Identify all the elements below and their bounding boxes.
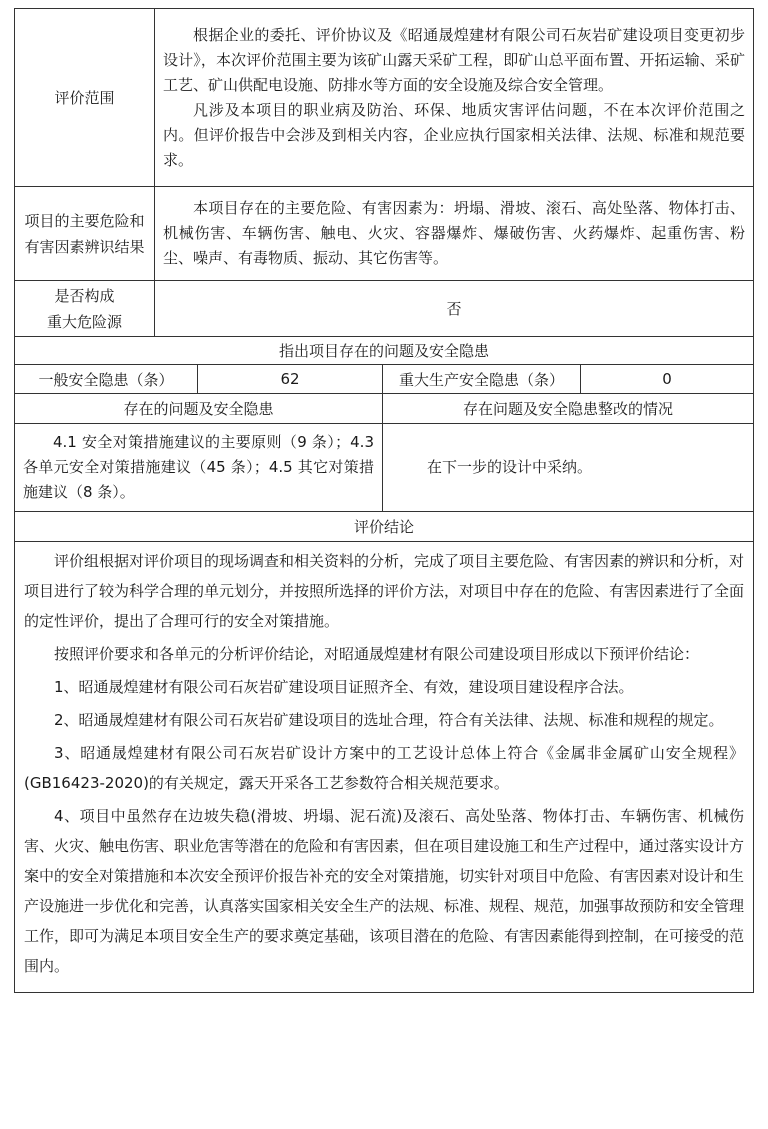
rectify-cell bbox=[383, 424, 754, 512]
conclusion-paragraph-4: 2、昭通晟煌建材有限公司石灰岩矿建设项目的选址合理，符合有关法律、法规、标准和规程的规定。 bbox=[54, 711, 724, 729]
scope-paragraph-1: 根据企业的委托、评价协议及《昭通晟煌建材有限公司石灰岩矿建设项目变更初步设计》，本次评价范围主要为该矿山露天采矿工程，即矿山总平面布置、开拓运输、采矿工艺、矿山供配电设施、防排水等方面的安全设施及综合安全管理。 bbox=[163, 25, 746, 94]
conclusion-paragraph-3: 1、昭通晟煌建材有限公司石灰岩矿建设项目证照齐全、有效，建设项目建设程序合法。 bbox=[54, 678, 634, 696]
conclusion-heading: 评价结论 bbox=[15, 512, 754, 542]
hazards-content bbox=[155, 187, 754, 281]
conclusion-paragraph-2: 按照评价要求和各单元的分析评价结论，对昭通晟煌建材有限公司建设项目形成以下预评价结论： bbox=[54, 645, 700, 663]
major-hazard-row bbox=[15, 281, 754, 337]
issues-columns-row bbox=[15, 394, 754, 424]
hazards-text: 本项目存在的主要危险、有害因素为：坍塌、滑坡、滚石、高处坠落、物体打击、机械伤害、车辆伤害、触电、火灾、容器爆炸、爆破伤害、火药爆炸、起重伤害、粉尘、噪声、有毒物质、振动、其它伤害等。 bbox=[163, 199, 746, 267]
problems-column-header: 存在的问题及安全隐患 bbox=[15, 394, 383, 424]
hazards-row bbox=[15, 187, 754, 281]
major-hazard-label-line2: 重大危险源 bbox=[46, 312, 122, 331]
issues-count-row bbox=[15, 365, 754, 394]
conclusion-content bbox=[15, 542, 754, 993]
scope-row bbox=[15, 9, 754, 187]
issues-heading: 指出项目存在的问题及安全隐患 bbox=[15, 337, 754, 365]
major-hazard-label bbox=[15, 281, 155, 337]
conclusion-heading-row bbox=[15, 512, 754, 542]
conclusion-paragraph-6: 4、项目中虽然存在边坡失稳(滑坡、坍塌、泥石流)及滚石、高处坠落、物体打击、车辆伤害、机械伤害、火灾、触电伤害、职业危害等潜在的危险和有害因素，但在项目建设施工和生产过程中，通过落实设计方案中的安全对策措施和本次安全预评价报告补充的安全对策措施，切实针对项目中危险、有害因素对设计和生产设施进一步优化和完善，认真落实国家相关安全生产的法规、标准、规程、规范，加强事故预防和安全管理工作，即可为满足本项目安全生产的要求奠定基础，该项目潜在的危险、有害因素能得到控制，在可接受的范围内。 bbox=[24, 807, 745, 975]
scope-label: 评价范围 bbox=[15, 9, 155, 187]
major-hazard-count-label: 重大生产安全隐患（条） bbox=[383, 365, 581, 394]
evaluation-table bbox=[14, 8, 754, 993]
scope-content bbox=[155, 9, 754, 187]
general-hazard-count: 62 bbox=[198, 365, 383, 394]
problems-text: 4.1 安全对策措施建议的主要原则（9 条）；4.3 各单元安全对策措施建议（45 条）；4.5 其它对策措施建议（8 条）。 bbox=[23, 433, 374, 501]
rectify-column-header: 存在问题及安全隐患整改的情况 bbox=[383, 394, 754, 424]
hazards-label: 项目的主要危险和有害因素辨识结果 bbox=[15, 187, 155, 281]
problems-cell bbox=[15, 424, 383, 512]
issues-heading-row bbox=[15, 337, 754, 365]
major-hazard-count: 0 bbox=[581, 365, 754, 394]
conclusion-row bbox=[15, 542, 754, 993]
rectify-text: 在下一步的设计中采纳。 bbox=[427, 458, 593, 476]
major-hazard-value: 否 bbox=[155, 281, 754, 337]
major-hazard-label-line1: 是否构成 bbox=[54, 286, 115, 305]
conclusion-paragraph-5: 3、昭通晟煌建材有限公司石灰岩矿设计方案中的工艺设计总体上符合《金属非金属矿山安全规程》(GB16423-2020)的有关规定，露天开采各工艺参数符合相关规范要求。 bbox=[24, 744, 745, 792]
issues-content-row bbox=[15, 424, 754, 512]
scope-paragraph-2: 凡涉及本项目的职业病及防治、环保、地质灾害评估问题，不在本次评价范围之内。但评价报告中会涉及到相关内容，企业应执行国家相关法律、法规、标准和规范要求。 bbox=[163, 100, 746, 169]
evaluation-document bbox=[14, 8, 753, 993]
general-hazard-label: 一般安全隐患（条） bbox=[15, 365, 198, 394]
conclusion-paragraph-1: 评价组根据对评价项目的现场调查和相关资料的分析，完成了项目主要危险、有害因素的辨识和分析，对项目进行了较为科学合理的单元划分，并按照所选择的评价方法，对项目中存在的危险、有害因素进行了全面的定性评价，提出了合理可行的安全对策措施。 bbox=[24, 552, 745, 630]
